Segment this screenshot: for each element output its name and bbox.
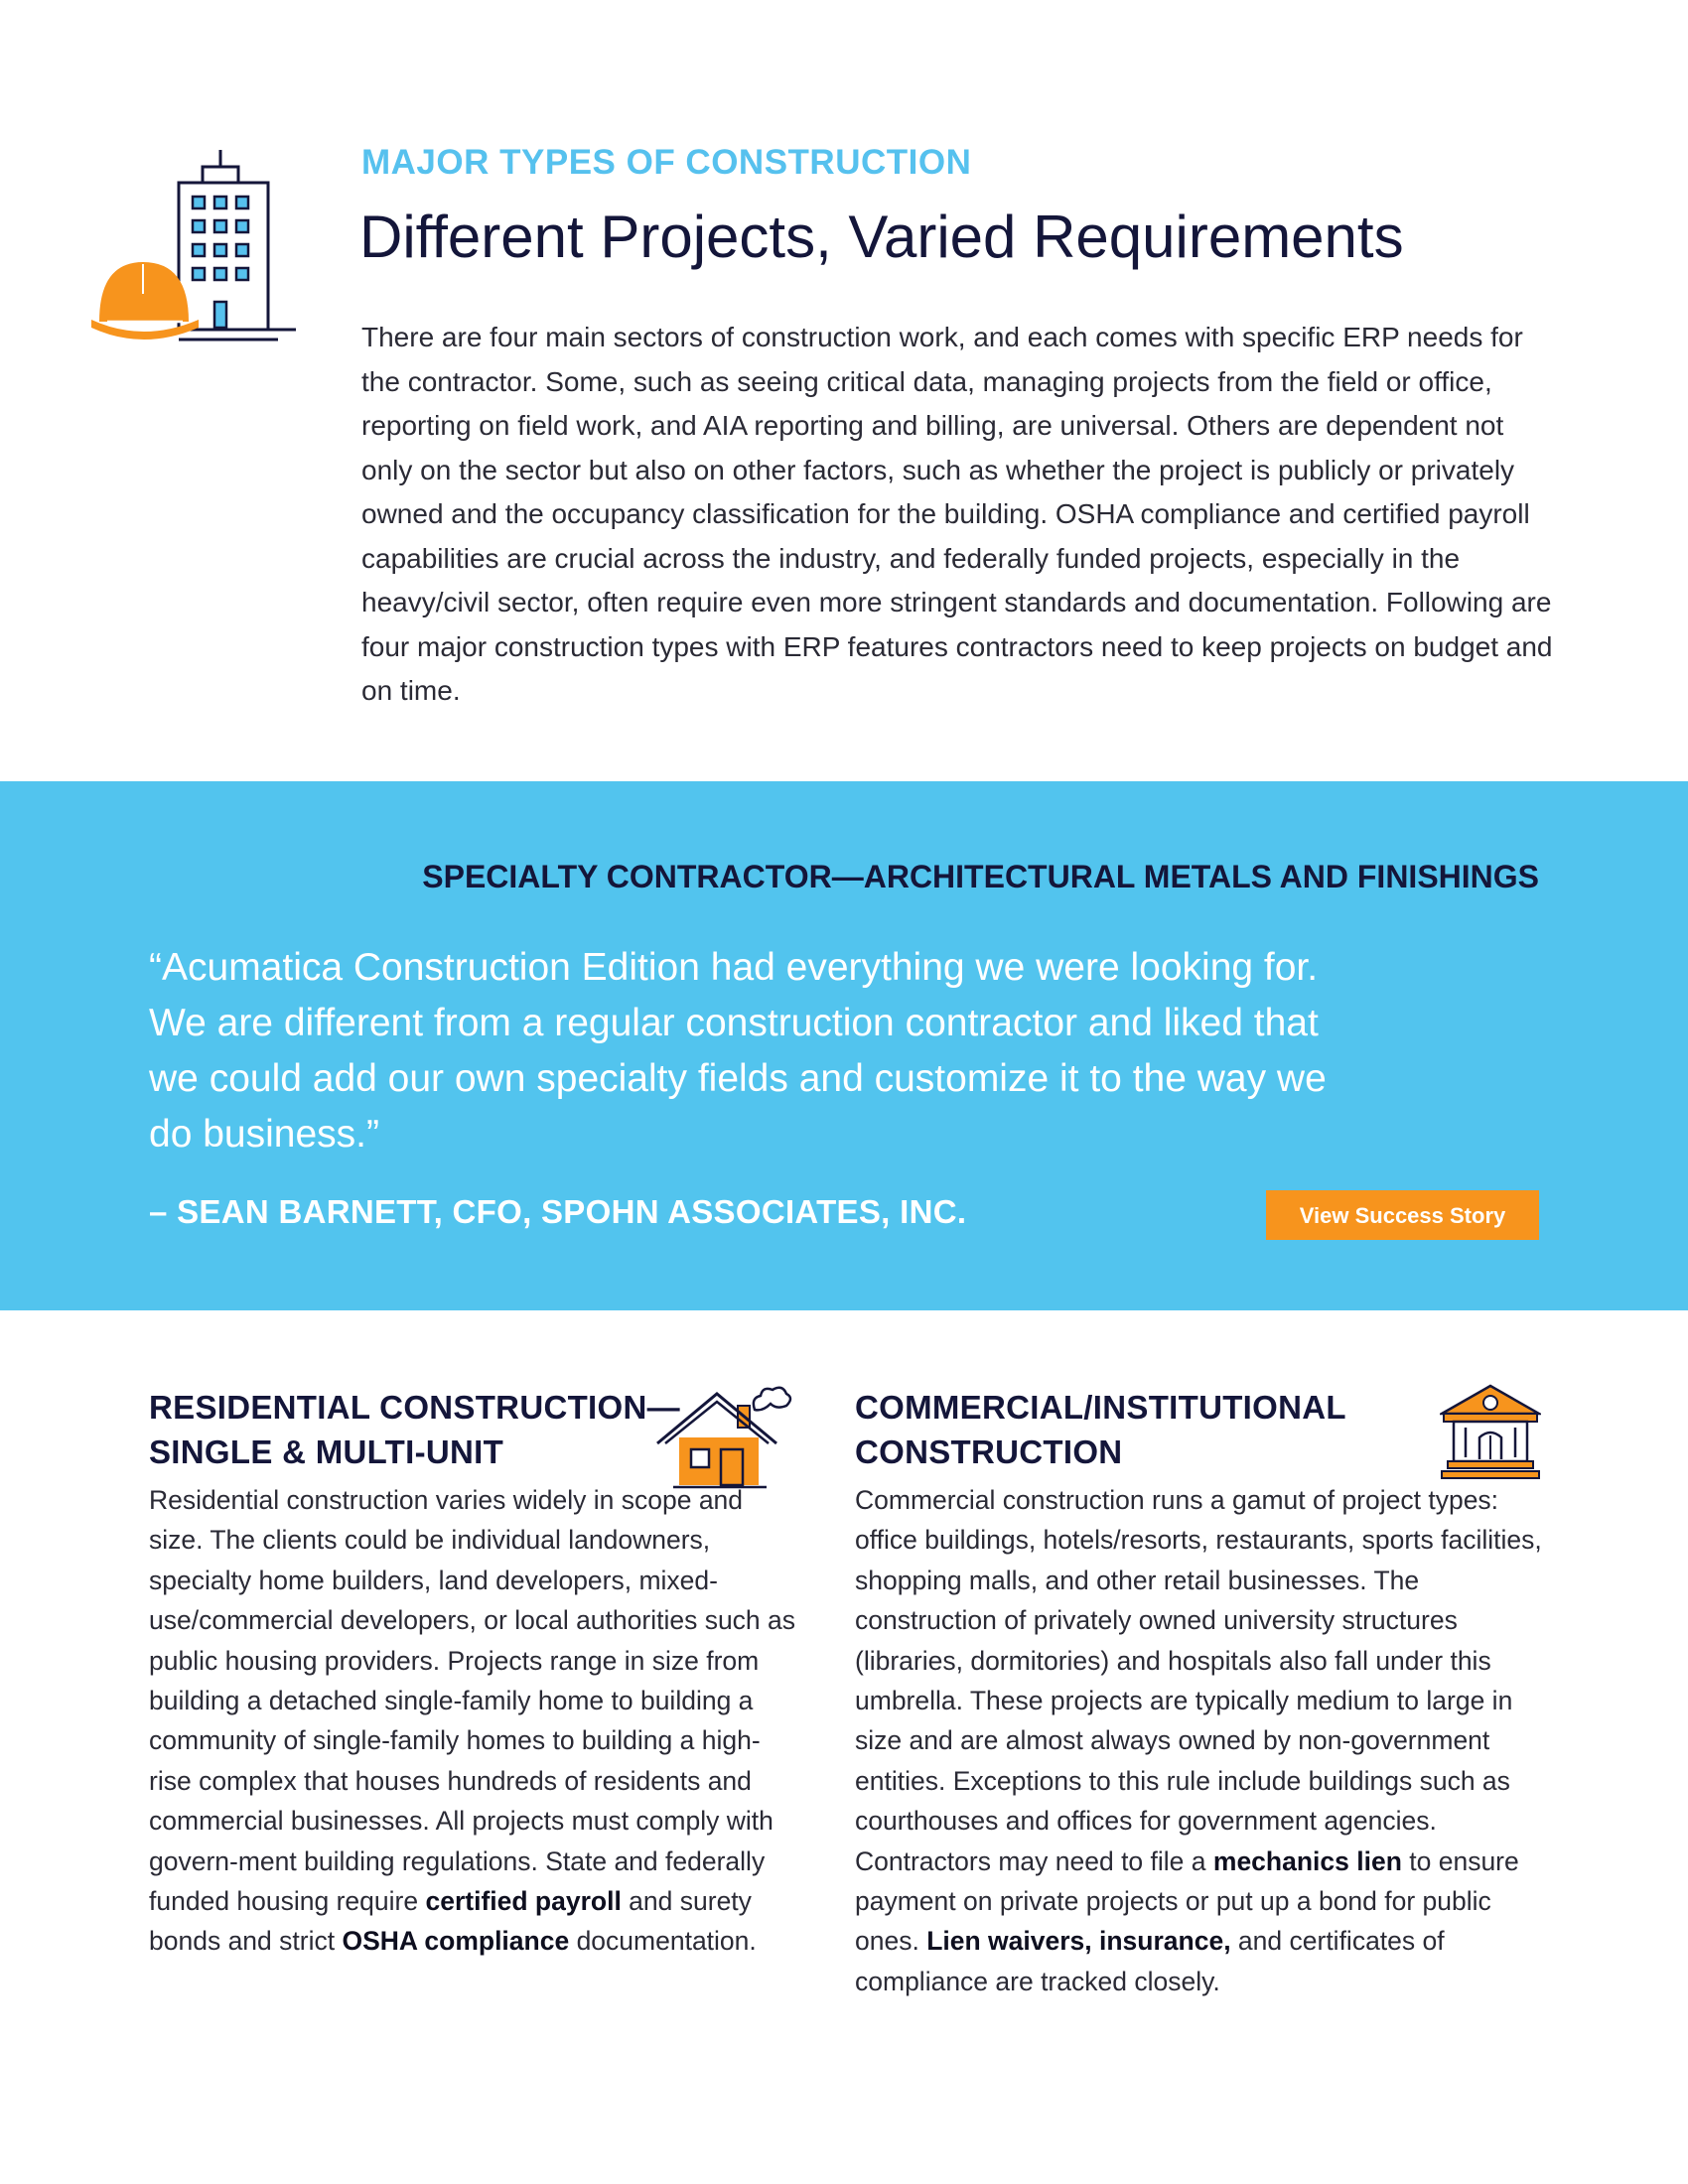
residential-body-text: and surety bonds and strict xyxy=(149,1886,752,1957)
commercial-body xyxy=(855,1480,1550,2001)
testimonial-band xyxy=(0,781,1688,1310)
residential-body xyxy=(149,1480,796,1962)
residential-heading-line1: RESIDENTIAL CONSTRUCTION— xyxy=(149,1389,680,1426)
institution-icon xyxy=(1440,1382,1541,1485)
certified-payroll-term: certified payroll xyxy=(425,1886,622,1917)
building-icon xyxy=(91,145,300,353)
section-kicker: MAJOR TYPES OF CONSTRUCTION xyxy=(361,143,972,182)
intro-paragraph: There are four main sectors of construction work, and each comes with specific ERP needs for the contractor. Some, such as seeing critical data, managing projects from the field or office, reporting on field work, and AIA reporting and billing, are universal. Others are dependent not only on the sector but also on other factors, such as whether the project is publicly or privately owned and the occupancy classification for the building. OSHA compliance and certified payroll capabilities are crucial across the industry, and federally funded projects, especially in the heavy/civil sector, often require even more stringent standards and documentation. Following are four major construction types with ERP features contractors need to keep projects on budget and on time. xyxy=(361,322,1553,706)
page-title: Different Projects, Varied Requirements xyxy=(359,204,1404,270)
residential-heading-line2: SINGLE & MULTI-UNIT xyxy=(149,1433,504,1470)
testimonial-attribution: – SEAN BARNETT, CFO, SPOHN ASSOCIATES, INC. xyxy=(149,1193,967,1230)
testimonial-section-title: SPECIALTY CONTRACTOR—ARCHITECTURAL METALS AND FINISHINGS xyxy=(422,859,1539,894)
osha-compliance-term: OSHA compliance xyxy=(342,1926,570,1957)
commercial-body-text: Commercial construction runs a gamut of project types: office buildings, hotels/resorts, restaurants, sports facilities, shopping malls, and other retail businesses. The construction of privately owned university structures (libraries, dormitories) and hospitals also fall under this umbrella. These projects are typically medium to large in size and are almost always owned by non-government entities. Exceptions to this rule include buildings such as courthouses and offices for government agencies. Contractors may need to file a xyxy=(855,1485,1542,1876)
residential-body-text: Residential construction varies widely in scope and size. The clients could be individual landowners, specialty home builders, land developers, mixed-use/commercial developers, or local authorities such as public housing providers. Projects range in size from building a detached single-family home to building a community of single-family homes to building a high-rise complex that houses hundreds of residents and commercial businesses. All projects must comply with govern-ment building regulations. State and federally funded housing require xyxy=(149,1485,796,1917)
residential-body-text: documentation. xyxy=(569,1926,757,1957)
view-success-story-button[interactable]: View Success Story xyxy=(1266,1190,1539,1240)
testimonial-quote: “Acumatica Construction Edition had everything we were looking for. We are different from a regular construction contractor and liked that we could add our own specialty fields and customize it to the way we do business.” xyxy=(149,946,1327,1156)
commercial-heading-line1: COMMERCIAL/INSTITUTIONAL xyxy=(855,1389,1346,1426)
commercial-body-text: and certificates of compliance are tracked closely. xyxy=(855,1926,1445,1996)
house-icon xyxy=(655,1382,794,1493)
lien-waivers-term: Lien waivers, insurance, xyxy=(926,1926,1231,1957)
commercial-heading-line2: CONSTRUCTION xyxy=(855,1433,1123,1470)
mechanics-lien-term: mechanics lien xyxy=(1212,1845,1402,1876)
commercial-body-text: to ensure payment on private projects or put up a bond for public ones. xyxy=(855,1845,1519,1957)
